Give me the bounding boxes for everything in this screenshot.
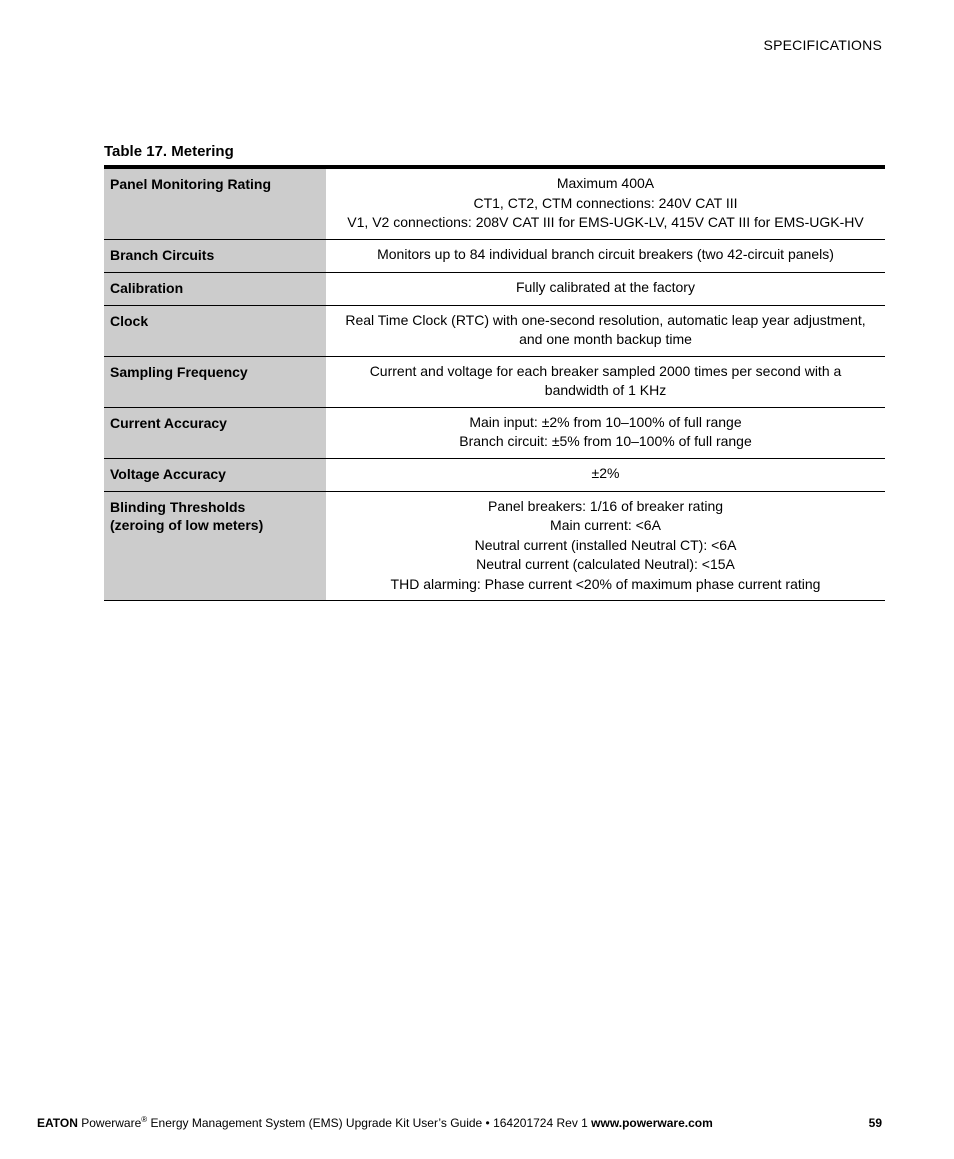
table-row (104, 407, 885, 458)
table-row (104, 356, 885, 407)
table-row (104, 491, 885, 601)
row-value-line: Maximum 400A (556, 175, 655, 191)
footer-guide-title: Energy Management System (EMS) Upgrade Kit User’s Guide • 164201724 Rev 1 (147, 1116, 592, 1130)
row-value-line: THD alarming: Phase current <20% of maximum phase current rating (390, 575, 821, 592)
row-label: Current Accuracy (110, 414, 227, 431)
row-value-line: Fully calibrated at the factory (516, 278, 695, 295)
row-value-cell (326, 491, 885, 601)
table-row (104, 239, 885, 272)
row-value-cell (326, 458, 885, 491)
row-value-line: Main current: <6A (550, 517, 661, 533)
footer-product: Powerware (81, 1116, 142, 1130)
row-label-line2: (zeroing of low meters) (110, 516, 264, 533)
row-label: Panel Monitoring Rating (110, 176, 271, 192)
row-value-cell (326, 407, 885, 458)
row-label: Blinding Thresholds (110, 498, 246, 515)
footer-brand: EATON (37, 1116, 78, 1130)
row-value-line: ±2% (591, 464, 620, 481)
row-label-cell (104, 356, 326, 407)
table-row (104, 167, 885, 239)
table-row (104, 272, 885, 305)
row-value-line: CT1, CT2, CTM connections: 240V CAT III (473, 194, 738, 211)
row-value-cell (326, 272, 885, 305)
row-label-cell (104, 272, 326, 305)
row-label-cell (104, 407, 326, 458)
row-value-line: Branch circuit: ±5% from 10–100% of full range (459, 433, 752, 449)
row-label-cell (104, 239, 326, 272)
row-label-cell (104, 167, 326, 239)
row-value-cell (326, 356, 885, 407)
row-value-cell (326, 239, 885, 272)
row-value-line: Neutral current (installed Neutral CT): <6A (474, 536, 737, 553)
metering-spec-table (104, 165, 885, 601)
row-label-cell (104, 305, 326, 356)
row-value-line: V1, V2 connections: 208V CAT III for EMS-UGK-LV, 415V CAT III for EMS-UGK-HV (347, 214, 864, 230)
row-value-line: Neutral current (calculated Neutral): <15A (476, 556, 735, 572)
row-label: Sampling Frequency (110, 363, 248, 380)
section-header: SPECIFICATIONS (763, 37, 882, 53)
row-label: Calibration (110, 279, 184, 296)
row-label-cell (104, 458, 326, 491)
row-label-cell (104, 491, 326, 601)
row-label: Branch Circuits (110, 246, 215, 263)
row-label: Clock (110, 312, 149, 329)
row-value-cell (326, 305, 885, 356)
footer-url[interactable]: www.powerware.com (591, 1116, 713, 1130)
table-row (104, 305, 885, 356)
table-caption: Table 17. Metering (104, 143, 234, 160)
page-footer (37, 1116, 882, 1130)
page-number: 59 (868, 1116, 882, 1130)
row-label: Voltage Accuracy (110, 465, 226, 482)
row-value-line: Real Time Clock (RTC) with one-second resolution, automatic leap year adjustment, (345, 311, 866, 328)
row-value-line: Main input: ±2% from 10–100% of full range (469, 413, 742, 430)
row-value-cell (326, 167, 885, 239)
row-value-line: Panel breakers: 1/16 of breaker rating (487, 497, 724, 514)
row-value-line: Current and voltage for each breaker sampled 2000 times per second with a (369, 362, 842, 379)
table-row (104, 458, 885, 491)
row-value-line: bandwidth of 1 KHz (544, 382, 667, 398)
registered-mark: ® (141, 1115, 148, 1124)
row-value-line: Monitors up to 84 individual branch circuit breakers (two 42-circuit panels) (377, 245, 834, 262)
row-value-line: and one month backup time (519, 331, 692, 347)
